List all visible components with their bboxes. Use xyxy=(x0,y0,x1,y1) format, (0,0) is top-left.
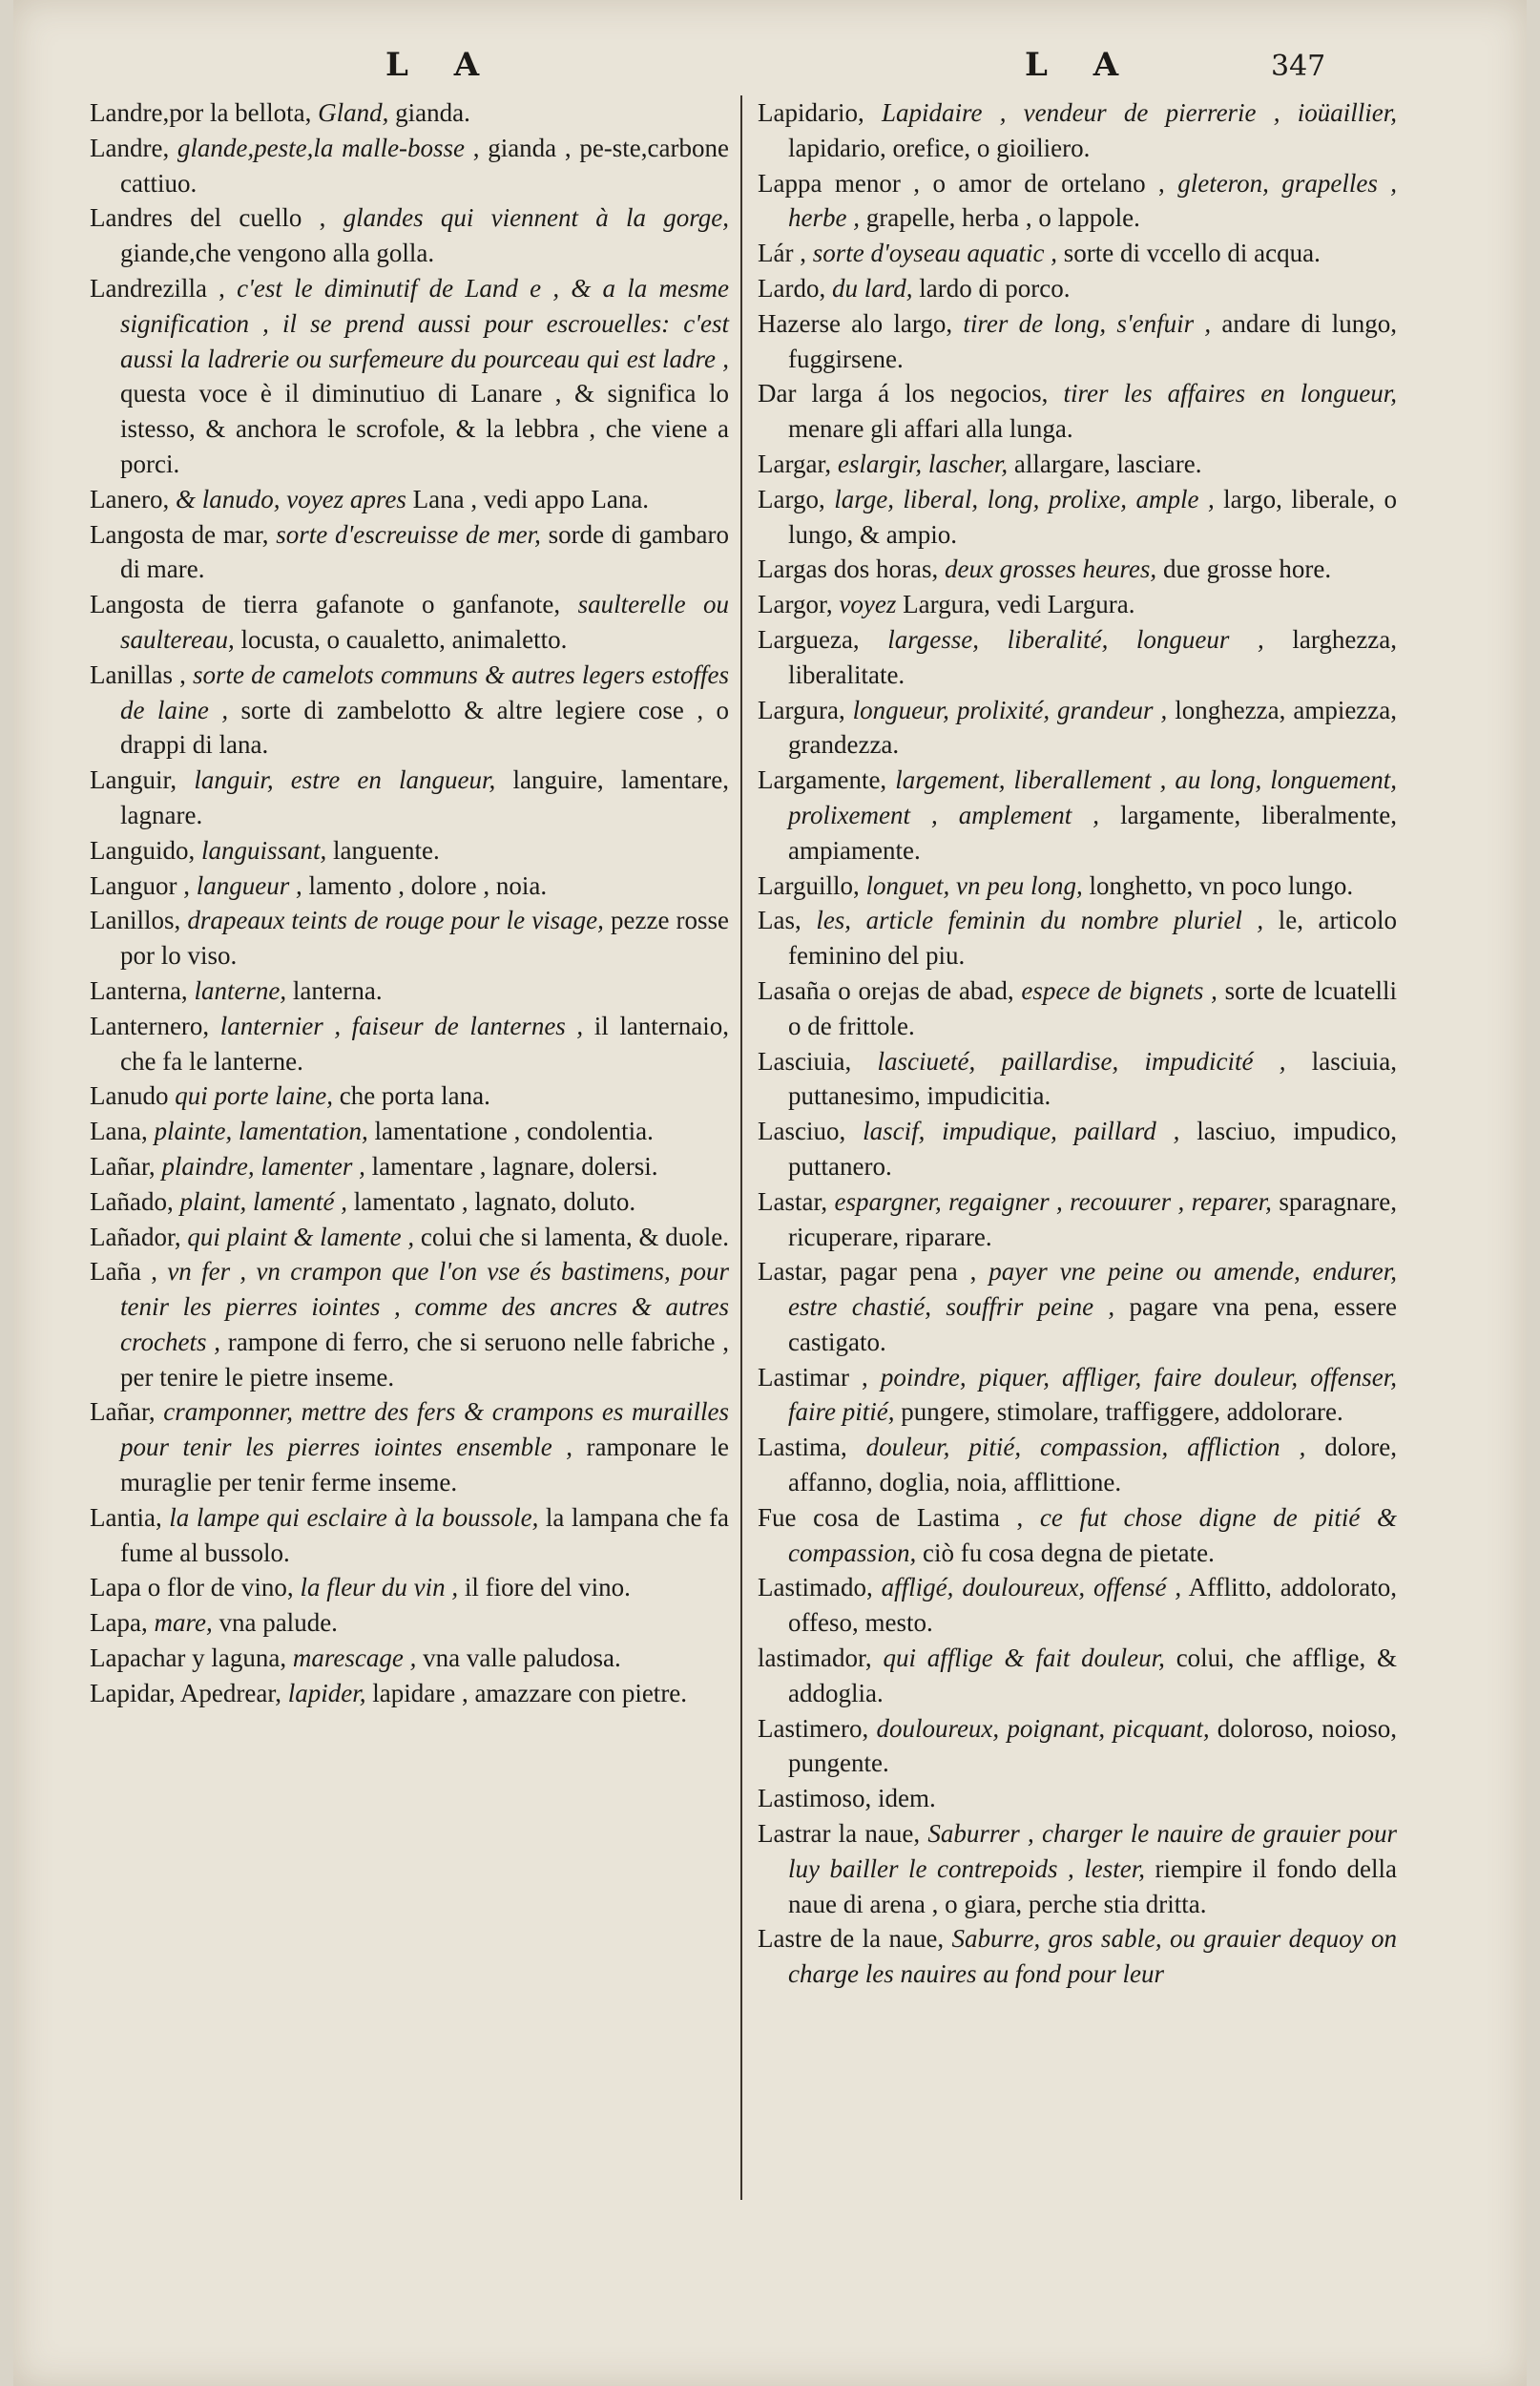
entry-italian-gloss: sorte di zambelotto & altre legiere cose , o drappi di lana. xyxy=(120,695,730,760)
entry-french-gloss: la lampe qui esclaire à la boussole, xyxy=(169,1502,539,1532)
dictionary-entry xyxy=(90,587,729,658)
dictionary-entry xyxy=(758,763,1397,868)
dictionary-entry xyxy=(90,869,729,904)
dictionary-entry xyxy=(90,763,729,833)
dictionary-entry xyxy=(758,903,1397,973)
entry-italian-gloss: languire, lamentare, lagnare. xyxy=(120,765,730,829)
dictionary-entry xyxy=(758,1816,1397,1921)
entry-headword: Lapachar y laguna, xyxy=(90,1643,287,1673)
entry-french-gloss: Saburrer , charger le nauire de grauier pour luy bailler le contrepoids , lester, xyxy=(788,1819,1398,1883)
dictionary-entry xyxy=(758,447,1397,482)
entry-headword: Lastimoso, xyxy=(758,1784,872,1813)
dictionary-entry xyxy=(758,1500,1397,1571)
dictionary-entry xyxy=(90,1641,729,1676)
entry-italian-gloss: lamento , dolore , noia. xyxy=(308,870,548,900)
entry-french-gloss: lanternier , faiseur de lanternes , xyxy=(219,1011,584,1040)
entry-french-gloss: la fleur du vin , xyxy=(300,1573,459,1602)
dictionary-entry xyxy=(758,1254,1397,1359)
entry-headword: Largo, xyxy=(758,484,825,513)
dictionary-entry xyxy=(90,1254,729,1394)
dictionary-entry xyxy=(758,95,1397,166)
entry-headword: Lanillas , xyxy=(90,659,186,689)
entry-french-gloss: qui afflige & fait douleur, xyxy=(883,1643,1165,1673)
entry-french-gloss: cramponner, mettre des fers & crampons es murailles pour tenir les pierres iointes ensemble , xyxy=(120,1397,730,1462)
entry-french-gloss: les, article feminin du nombre pluriel , xyxy=(816,906,1264,935)
entry-headword: Lár , xyxy=(758,239,806,268)
entry-headword: Dar larga á los negocios, xyxy=(758,379,1049,408)
entry-french-gloss: deux grosses heures, xyxy=(944,555,1157,584)
dictionary-entry xyxy=(758,1711,1397,1782)
entry-french-gloss: Lapidaire , vendeur de pierrerie , ioüaillier, xyxy=(881,98,1398,127)
entry-headword: Lañar, xyxy=(90,1151,156,1181)
entry-italian-gloss: Afflitto, addolorato, offeso, mesto. xyxy=(788,1573,1397,1638)
running-head-left: L A xyxy=(385,46,497,84)
entry-italian-gloss: ramponare le muraglie per tenir ferme inseme. xyxy=(120,1433,729,1497)
dictionary-entry xyxy=(758,1430,1397,1500)
entry-italian-gloss: idem. xyxy=(878,1784,936,1813)
dictionary-entry xyxy=(758,1360,1397,1431)
entry-french-gloss: Gland, xyxy=(318,98,389,127)
entry-italian-gloss: giande,che vengono alla golla. xyxy=(120,239,435,268)
entry-italian-gloss: lamentatione , condolentia. xyxy=(374,1117,654,1146)
entry-headword: Landre,por la bellota, xyxy=(90,98,312,127)
dictionary-entry xyxy=(758,271,1397,306)
entry-french-gloss: sorte d'escreuisse de mer, xyxy=(276,519,541,549)
entry-italian-gloss: pagare vna pena, essere castigato. xyxy=(788,1292,1397,1356)
entry-headword: Lanudo xyxy=(90,1081,169,1111)
dictionary-entry xyxy=(90,517,729,588)
entry-italian-gloss: sorte di vccello di acqua. xyxy=(1063,239,1321,268)
entry-french-gloss: espece de bignets , xyxy=(1021,975,1217,1005)
entry-french-gloss: eslargir, lascher, xyxy=(837,449,1009,478)
entry-french-gloss: vn fer , vn crampon que l'on vse és bastimens, pour tenir les pierres iointes , comme des ancres & autres crochets , xyxy=(120,1257,730,1356)
entry-headword: Langosta de tierra gafanote o ganfanote, xyxy=(90,590,561,619)
entry-italian-gloss: due grosse hore. xyxy=(1162,555,1332,584)
entry-french-gloss: longuet, vn peu long, xyxy=(865,870,1083,900)
entry-french-gloss: plaint, lamenté , xyxy=(179,1186,347,1216)
entry-italian-gloss: largo, liberale, o lungo, & ampio. xyxy=(788,484,1398,549)
entry-italian-gloss: doloroso, noioso, pungente. xyxy=(788,1713,1398,1778)
entry-french-gloss: lapider, xyxy=(287,1678,366,1707)
dictionary-entry xyxy=(758,693,1397,764)
entry-italian-gloss: questa voce è il diminutiuo di Lanare , & significa lo istesso, & anchora le scrofole, & la lebbra , che viene a porci. xyxy=(120,379,729,478)
entry-french-gloss: saulterelle ou saultereau, xyxy=(120,590,730,654)
entry-headword: Lastrar la naue, xyxy=(758,1819,921,1849)
left-column xyxy=(90,95,729,1711)
entry-headword: Larguillo, xyxy=(758,870,860,900)
dictionary-entry xyxy=(90,833,729,869)
entry-french-gloss: languir, estre en langueur, xyxy=(194,765,496,795)
entry-french-gloss: lasciueté, paillardise, impudicité , xyxy=(877,1046,1286,1076)
entry-headword: Largamente, xyxy=(758,765,887,795)
dictionary-entry xyxy=(758,1114,1397,1184)
dictionary-entry xyxy=(90,1605,729,1641)
dictionary-entry xyxy=(90,903,729,973)
entry-french-gloss: poindre, piquer, affliger, faire douleur, offenser, faire pitié, xyxy=(788,1362,1397,1427)
dictionary-entry xyxy=(90,1394,729,1499)
dictionary-entry xyxy=(758,1044,1397,1115)
column-divider xyxy=(740,95,742,2200)
dictionary-entry xyxy=(758,622,1397,693)
entry-italian-gloss: menare gli affari alla lunga. xyxy=(788,414,1073,444)
dictionary-entry xyxy=(90,1676,729,1711)
entry-headword: Lastre de la naue, xyxy=(758,1924,945,1954)
entry-italian-gloss: vna palude. xyxy=(219,1608,338,1638)
entry-french-gloss: & lanudo, voyez apres xyxy=(175,484,406,513)
entry-french-gloss: lascif, impudique, paillard , xyxy=(863,1117,1180,1146)
dictionary-entry xyxy=(90,1500,729,1571)
entry-headword: Lasciuia, xyxy=(758,1046,852,1076)
entry-italian-gloss: lapidare , amazzare con pietre. xyxy=(372,1678,688,1707)
entry-french-gloss: marescage , xyxy=(292,1643,417,1673)
entry-italian-gloss: riempire il fondo della naue di arena , o giara, perche stia dritta. xyxy=(788,1853,1397,1918)
entry-headword: Lapidario, xyxy=(758,98,864,127)
entry-headword: Lastimado, xyxy=(758,1573,873,1602)
entry-headword: Landres del cuello , xyxy=(90,203,326,233)
dictionary-entry xyxy=(90,1149,729,1184)
entry-headword: Lapa, xyxy=(90,1608,148,1638)
entry-headword: Lapa o flor de vino, xyxy=(90,1573,294,1602)
entry-headword: Lañar, xyxy=(90,1397,156,1427)
entry-french-gloss: qui plaint & lamente , xyxy=(187,1222,415,1251)
entry-headword: Lanillos, xyxy=(90,906,181,935)
entry-headword: Lappa menor , o amor de ortelano , xyxy=(758,168,1165,198)
dictionary-entry xyxy=(90,1184,729,1220)
entry-headword: Lanterna, xyxy=(90,975,188,1005)
entry-italian-gloss: gianda. xyxy=(395,98,470,127)
entry-italian-gloss: il fiore del vino. xyxy=(464,1573,631,1602)
entry-italian-gloss: pezze rosse por lo viso. xyxy=(120,906,729,971)
entry-headword: Lanero, xyxy=(90,484,170,513)
entry-french-gloss: plaindre, lamenter , xyxy=(161,1151,365,1181)
entry-french-gloss: langueur , xyxy=(196,870,302,900)
entry-french-gloss: longueur, prolixité, grandeur , xyxy=(852,695,1168,724)
dictionary-entry xyxy=(758,236,1397,271)
entry-french-gloss: gleteron, grapelles , herbe , xyxy=(788,168,1397,233)
entry-headword: Landrezilla , xyxy=(90,273,225,303)
entry-french-gloss: douleur, pitié, compassion, affliction , xyxy=(865,1433,1306,1462)
entry-french-gloss: du lard, xyxy=(831,273,913,303)
entry-headword: Landre, xyxy=(90,133,170,162)
dictionary-entry xyxy=(758,973,1397,1044)
entry-italian-gloss: grapelle, herba , o lappole. xyxy=(865,203,1140,233)
entry-headword: Lañador, xyxy=(90,1222,181,1251)
entry-italian-gloss: lanterna. xyxy=(292,975,383,1005)
entry-headword: Lana, xyxy=(90,1117,148,1146)
entry-french-gloss: affligé, douloureux, offensé , xyxy=(881,1573,1182,1602)
dictionary-entry xyxy=(90,1114,729,1149)
entry-french-gloss: mare, xyxy=(154,1608,213,1638)
entry-headword: Lastimar , xyxy=(758,1362,868,1392)
entry-french-gloss: ce fut chose digne de pitié & compassion, xyxy=(788,1502,1398,1567)
dictionary-entry xyxy=(90,1078,729,1114)
entry-italian-gloss: longhezza, ampiezza, grandezza. xyxy=(788,695,1398,760)
page-number: 347 xyxy=(1271,50,1326,83)
entry-headword: Largar, xyxy=(758,449,832,478)
entry-headword: Lasciuo, xyxy=(758,1117,846,1146)
dictionary-entry xyxy=(758,1781,1397,1816)
entry-italian-gloss: sorde di gambaro di mare. xyxy=(120,519,729,584)
entry-headword: Langosta de mar, xyxy=(90,519,269,549)
entry-italian-gloss: colui che si lamenta, & duole. xyxy=(420,1222,730,1251)
dictionary-entry xyxy=(758,1184,1397,1255)
entry-headword: Largueza, xyxy=(758,624,860,654)
entry-french-gloss: largesse, liberalité, longueur , xyxy=(887,624,1264,654)
entry-italian-gloss: longhetto, vn poco lungo. xyxy=(1089,870,1354,900)
entry-italian-gloss: lamentato , lagnato, doluto. xyxy=(353,1186,636,1216)
dictionary-entry xyxy=(758,376,1397,447)
entry-french-gloss: drapeaux teints de rouge pour le visage, xyxy=(187,906,604,935)
entry-headword: Lapidar, Apedrear, xyxy=(90,1678,281,1707)
entry-headword: Largura, xyxy=(758,695,845,724)
dictionary-entry xyxy=(758,869,1397,904)
entry-french-gloss: payer vne peine ou amende, endurer, estre chastié, souffrir peine , xyxy=(788,1257,1398,1322)
entry-italian-gloss: sorte de lcuatelli o de frittole. xyxy=(788,975,1398,1040)
entry-italian-gloss: lasciuo, impudico, puttanero. xyxy=(788,1117,1397,1181)
entry-french-gloss: tirer les affaires en longueur, xyxy=(1063,379,1398,408)
entry-french-gloss: glandes qui viennent à la gorge, xyxy=(343,203,729,233)
entry-headword: Largor, xyxy=(758,590,833,619)
entry-italian-gloss: che porta lana. xyxy=(339,1081,490,1111)
entry-french-gloss: voyez xyxy=(839,590,897,619)
dictionary-entry xyxy=(90,1220,729,1255)
entry-french-gloss: c'est le diminutif de Land e , & a la mesme signification , il se prend aussi pour escrouelles: c'est aussi la ladrerie ou surfemeure du pourceau qui est ladre , xyxy=(120,273,730,373)
dictionary-entry xyxy=(758,306,1397,377)
entry-headword: Lardo, xyxy=(758,273,826,303)
entry-italian-gloss: languente. xyxy=(333,835,440,865)
entry-italian-gloss: lamentare , lagnare, dolersi. xyxy=(371,1151,658,1181)
entry-headword: Lantia, xyxy=(90,1502,162,1532)
entry-italian-gloss: colui, che afflige, & addoglia. xyxy=(788,1643,1397,1707)
entry-headword: Languor , xyxy=(90,870,190,900)
entry-italian-gloss: lasciuia, puttanesimo, impudicitia. xyxy=(788,1046,1398,1111)
entry-french-gloss: large, liberal, long, prolixe, ample , xyxy=(834,484,1215,513)
entry-headword: Languir, xyxy=(90,765,177,795)
entry-headword: Largas dos horas, xyxy=(758,555,939,584)
entry-french-gloss: sorte de camelots communs & autres legers estoffes de laine , xyxy=(120,659,729,724)
entry-italian-gloss: larghezza, liberalitate. xyxy=(788,624,1398,689)
dictionary-entry xyxy=(90,131,729,201)
dictionary-entry xyxy=(758,166,1397,237)
entry-french-gloss: Saburre, gros sable, ou grauier dequoy on charge les nauires au fond pour leur xyxy=(788,1924,1397,1989)
dictionary-entry xyxy=(90,973,729,1009)
dictionary-entry xyxy=(90,1009,729,1079)
right-column xyxy=(758,95,1397,1992)
entry-italian-gloss: rampone di ferro, che si seruono nelle fabriche , per tenire le pietre inseme. xyxy=(120,1327,729,1392)
entry-french-gloss: espargner, regaigner , recouurer , reparer, xyxy=(834,1186,1272,1216)
entry-french-gloss: lanterne, xyxy=(194,975,287,1005)
entry-french-gloss: sorte d'oyseau aquatic , xyxy=(812,239,1057,268)
entry-french-gloss: plainte, lamentation, xyxy=(154,1117,368,1146)
entry-headword: Languido, xyxy=(90,835,196,865)
entry-headword: Lanternero, xyxy=(90,1011,210,1040)
entry-italian-gloss: lardo di porco. xyxy=(919,273,1071,303)
entry-headword: Hazerse alo largo, xyxy=(758,308,953,338)
entry-headword: Fue cosa de Lastima , xyxy=(758,1502,1024,1532)
dictionary-entry xyxy=(90,95,729,131)
dictionary-entry xyxy=(758,1921,1397,1992)
dictionary-entry xyxy=(90,658,729,763)
entry-italian-gloss: pungere, stimolare, traffiggere, addolorare. xyxy=(901,1397,1343,1427)
entry-italian-gloss: le, articolo feminino del piu. xyxy=(788,906,1398,971)
dictionary-entry xyxy=(758,587,1397,622)
entry-italian-gloss: vna valle paludosa. xyxy=(423,1643,621,1673)
entry-french-gloss: tirer de long, s'enfuir , xyxy=(963,308,1212,338)
entry-headword: Lastimero, xyxy=(758,1713,869,1743)
dictionary-entry xyxy=(90,1570,729,1605)
entry-french-gloss: qui porte laine, xyxy=(175,1081,333,1111)
entry-french-gloss: douloureux, poignant, picquant, xyxy=(876,1713,1210,1743)
entry-french-gloss: largement, liberallement , au long, longuement, prolixement , amplement , xyxy=(788,765,1398,829)
entry-italian-gloss: ciò fu cosa degna de pietate. xyxy=(923,1538,1215,1567)
entry-headword: Las, xyxy=(758,906,801,935)
entry-italian-gloss: sparagnare, ricuperare, riparare. xyxy=(788,1186,1397,1251)
entry-italian-gloss: dolore, affanno, doglia, noia, afflittione. xyxy=(788,1433,1398,1497)
entry-french-gloss: languissant, xyxy=(200,835,327,865)
entry-french-gloss: glande,peste,la malle-bosse xyxy=(177,133,466,162)
running-head-right: L A xyxy=(1025,46,1136,84)
dictionary-page xyxy=(13,0,1527,2386)
dictionary-entry xyxy=(758,1570,1397,1641)
dictionary-entry xyxy=(758,482,1397,553)
entry-headword: Lastar, pagar pena , xyxy=(758,1257,977,1287)
dictionary-entry xyxy=(758,1641,1397,1711)
dictionary-entry xyxy=(90,200,729,271)
entry-italian-gloss: Lana , vedi appo Lana. xyxy=(412,484,650,513)
entry-italian-gloss: largamente, liberalmente, ampiamente. xyxy=(788,800,1397,865)
entry-italian-gloss: locusta, o caualetto, animaletto. xyxy=(240,624,568,654)
entry-italian-gloss: Largura, vedi Largura. xyxy=(903,590,1135,619)
entry-italian-gloss: lapidario, orefice, o gioiliero. xyxy=(788,133,1091,162)
dictionary-entry xyxy=(90,271,729,482)
entry-headword: Lastar, xyxy=(758,1186,828,1216)
dictionary-entry xyxy=(90,482,729,517)
entry-headword: lastimador, xyxy=(758,1643,872,1673)
entry-headword: Lañado, xyxy=(90,1186,174,1216)
entry-italian-gloss: , gianda , pe-ste,carbone cattiuo. xyxy=(120,133,729,198)
entry-headword: Lastima, xyxy=(758,1433,847,1462)
entry-headword: Lasaña o orejas de abad, xyxy=(758,975,1014,1005)
entry-italian-gloss: allargare, lasciare. xyxy=(1013,449,1202,478)
entry-italian-gloss: la lampana che fa fume al bussolo. xyxy=(120,1502,729,1567)
entry-italian-gloss: il lanternaio, che fa le lanterne. xyxy=(120,1011,730,1076)
entry-headword: Laña , xyxy=(90,1257,158,1287)
dictionary-entry xyxy=(758,552,1397,587)
entry-italian-gloss: andare di lungo, fuggirsene. xyxy=(788,308,1398,373)
